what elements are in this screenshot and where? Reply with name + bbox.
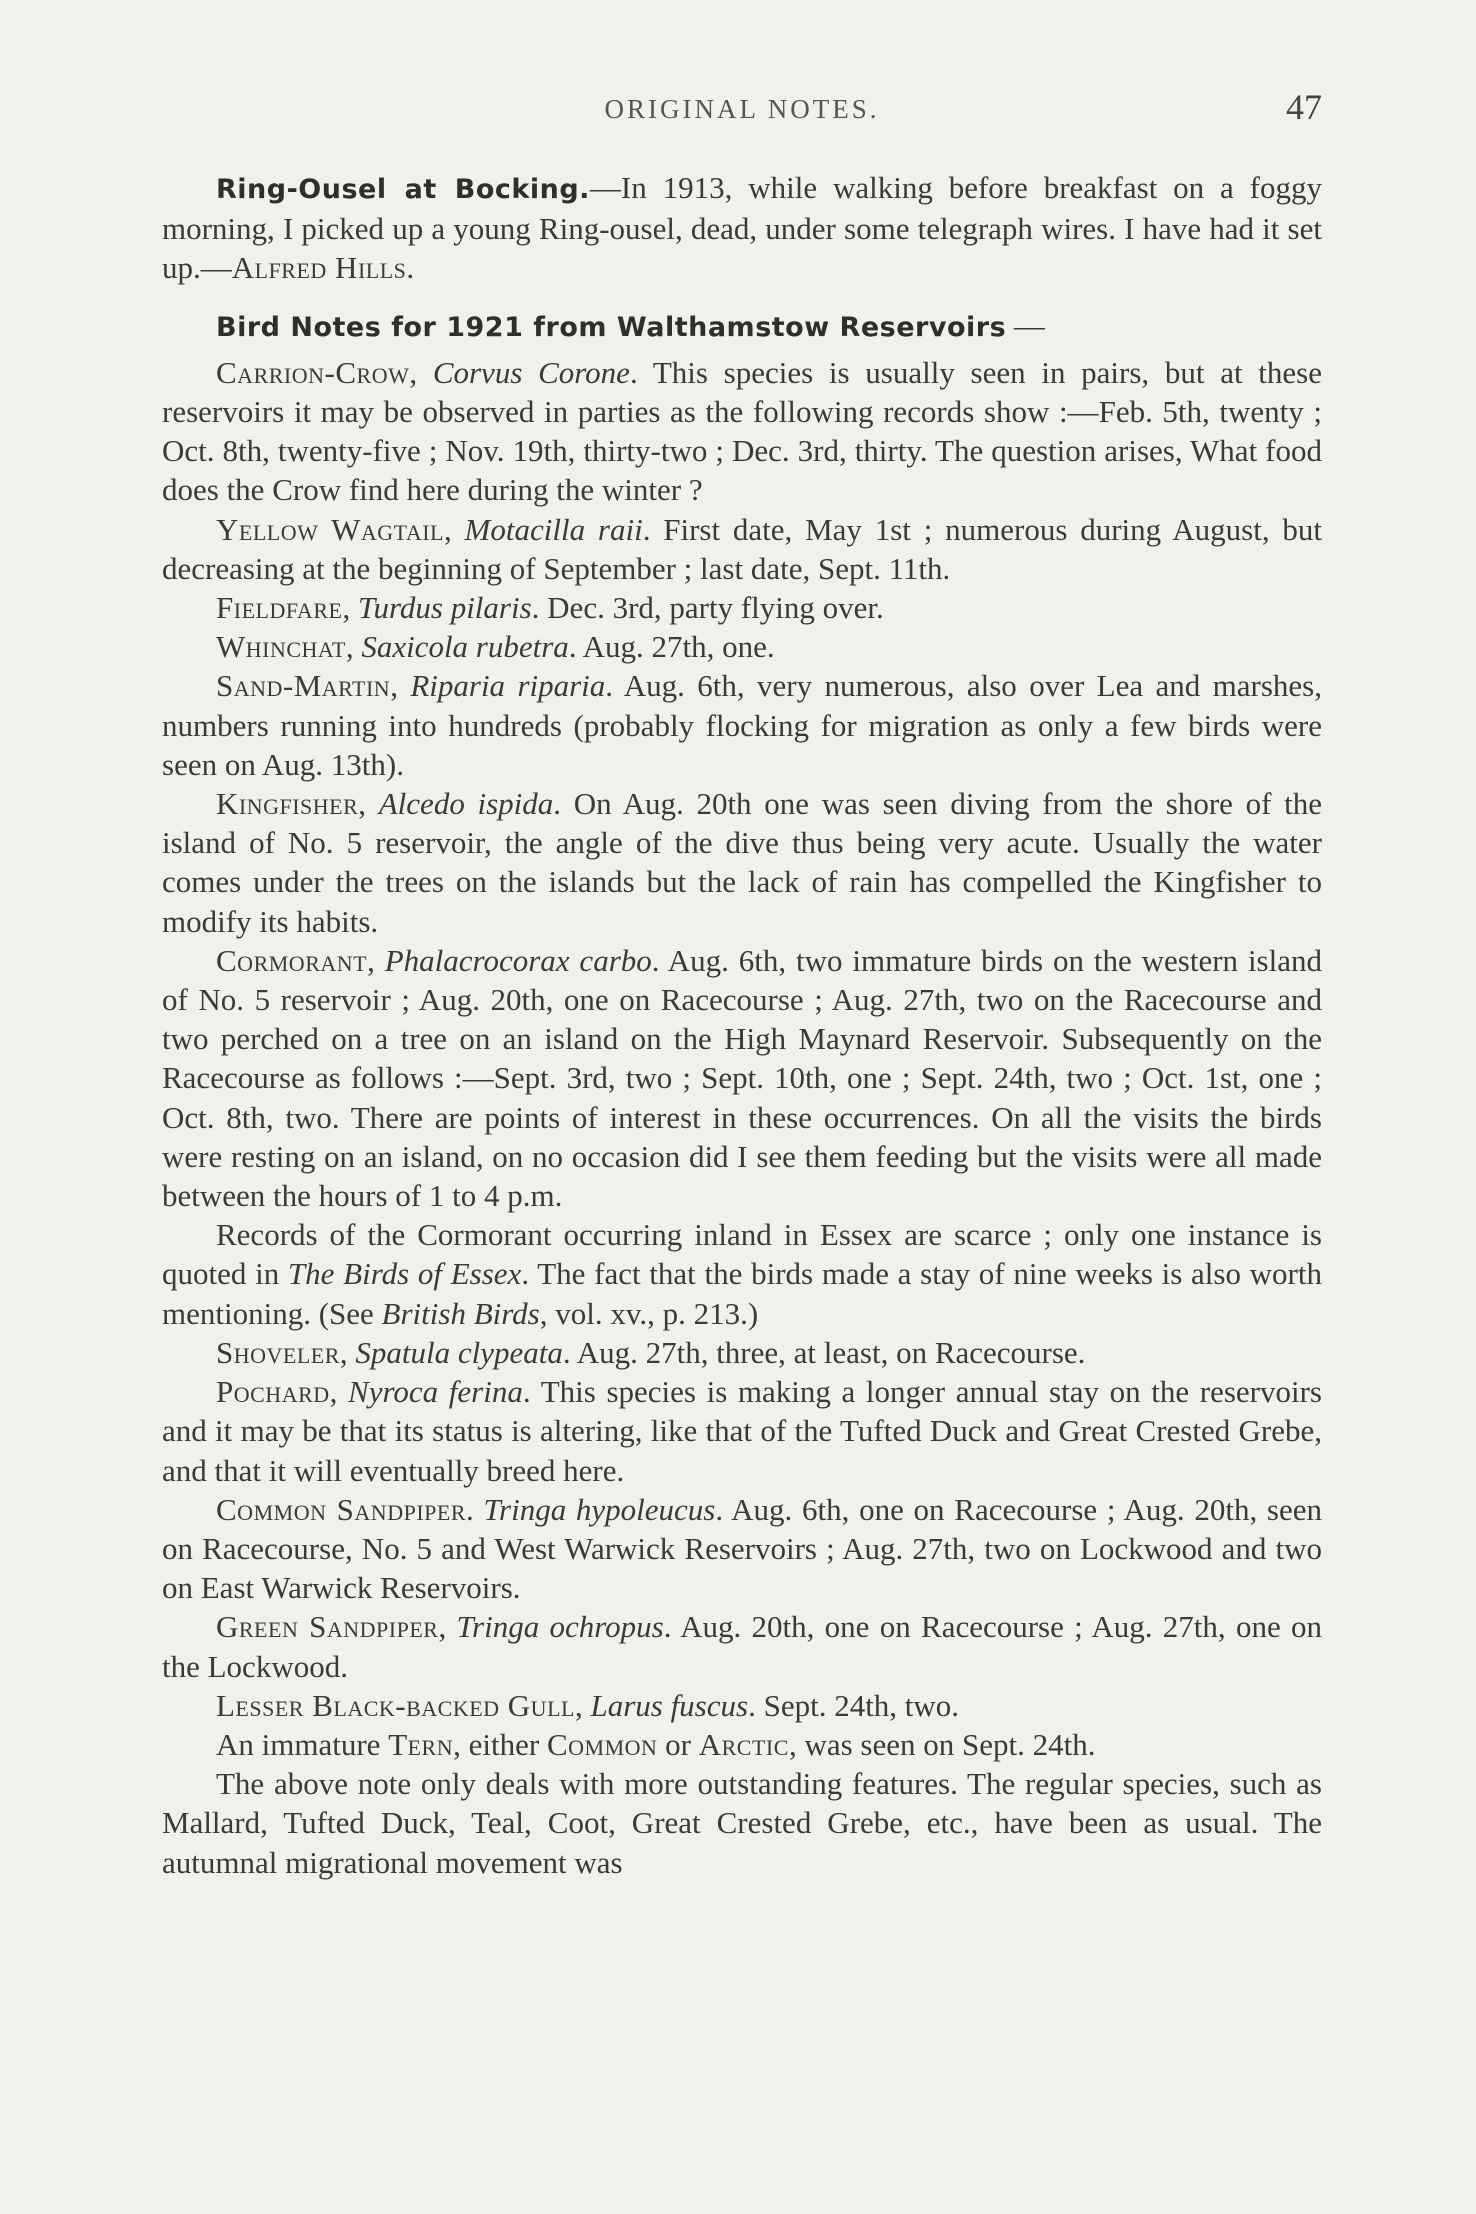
entry-text: Aug. 27th, one. (582, 629, 775, 665)
tern-common: Common (546, 1726, 658, 1762)
entry-yellow-wagtail: Yellow Wagtail, Motacilla raii. First date, May 1st ; numerous during August, but decreasing at the beginning of September ; last date, Sept. 11th. (162, 511, 1322, 586)
species-name: Common Sandpiper (216, 1491, 466, 1527)
entry-text: Aug. 20th, one on Racecourse ; Aug. 27th, one on the Lockwood. (162, 1609, 1323, 1684)
page-body (162, 168, 1322, 1882)
species-name: Shoveler (216, 1334, 340, 1370)
walthamstow-heading: Bird Notes for 1921 from Walthamstow Reservoirs (216, 311, 1007, 343)
species-name: Pochard (216, 1374, 330, 1410)
species-latin: Alcedo ispida (378, 786, 554, 822)
entry-text: Aug. 6th, two immature birds on the western island of No. 5 reservoir ; Aug. 20th, one on Racecourse ; Aug. 27th, two on the Racecourse and two perched on a tree on an island on the High Maynard Reservoir. Subsequently on the Racecourse as follows :—Sept. 3rd, two ; Sept. 10th, one ; Sept. 24th, two ; Oct. 1st, one ; Oct. 8th, two. There are points of interest in these occurrences. On all the visits the birds were resting on an island, on no occasion did I see them feeding but the visits were all made between the hours of 1 to 4 p.m. (162, 942, 1322, 1214)
page-number: 47 (1286, 87, 1322, 127)
entry-text: This species is usually seen in pairs, but at these reservoirs it may be observed in parties as the following records show :—Feb. 5th, twenty ; Oct. 8th, twenty-five ; Nov. 19th, thirty-two ; Dec. 3rd, thirty. The question arises, What food does the Crow find here during the winter ? (162, 354, 1322, 508)
entry-cormorant-records (162, 1215, 1322, 1333)
species-name: Carrion-Crow (216, 354, 410, 390)
species-name: Whinchat (216, 629, 346, 665)
records-pre: Records of the Cormorant occurring inland in Essex are scarce ; only one instance is quoted in (162, 1217, 1322, 1292)
entry-text: Aug. 6th, very numerous, also over Lea and marshes, numbers running into hundreds (probably flocking for migration as only a few birds were seen on Aug. 13th). (162, 668, 1322, 782)
species-latin: Turdus pilaris (357, 590, 532, 626)
species-name: Fieldfare (216, 590, 343, 626)
book-title: The Birds of Essex (287, 1256, 522, 1292)
entry-kingfisher: Kingfisher, Alcedo ispida. On Aug. 20th one was seen diving from the shore of the island of No. 5 reservoir, the angle of the dive thus being very acute. Usually the water comes under the trees on the islands but the lack of rain has compelled the Kingfisher to modify its habits. (162, 786, 1323, 939)
species-name: Yellow Wagtail (216, 511, 444, 547)
species-latin: Saxicola rubetra (361, 629, 569, 665)
entry-common-sandpiper: Common Sandpiper. Tringa hypoleucus. Aug. 6th, one on Racecourse ; Aug. 20th, seen on Racecourse, No. 5 and West Warwick Reservoirs ; Aug. 27th, two on Lockwood and two on East Warwick Reservoirs. (162, 1491, 1323, 1606)
species-latin: Tringa ochropus (456, 1609, 664, 1645)
species-latin: Corvus Corone (432, 354, 630, 390)
page-header (162, 86, 1322, 146)
journal-title: British Birds (381, 1295, 540, 1331)
tern-arctic: Arctic (698, 1726, 789, 1762)
tern-post: , was seen on Sept. 24th. (788, 1726, 1096, 1762)
entry-text: First date, May 1st ; numerous during August, but decreasing at the beginning of September ; last date, Sept. 11th. (162, 511, 1322, 586)
entry-green-sandpiper: Green Sandpiper, Tringa ochropus. Aug. 20th, one on Racecourse ; Aug. 27th, one on the Lockwood. (162, 1609, 1323, 1684)
species-name: Kingfisher (216, 786, 359, 822)
entry-text: Aug. 6th, one on Racecourse ; Aug. 20th, seen on Racecourse, No. 5 and West Warwick Reservoirs ; Aug. 27th, two on Lockwood and two on East Warwick Reservoirs. (162, 1491, 1323, 1606)
entry-text: Aug. 27th, three, at least, on Racecourse. (576, 1334, 1086, 1370)
tern-mid1: , either (453, 1726, 547, 1762)
species-latin: Larus fuscus (590, 1687, 749, 1723)
entry-text: This species is making a longer annual stay on the reservoirs and it may be that its status is altering, like that of the Tufted Duck and Great Crested Grebe, and that it will eventually breed here. (162, 1374, 1322, 1488)
records-mid: . The fact that the birds made a stay of nine weeks is also worth mentioning. (See (162, 1256, 1322, 1331)
entry-carrion-crow: Carrion-Crow, Corvus Corone. This species is usually seen in pairs, but at these reservoirs it may be observed in parties as the following records show :—Feb. 5th, twenty ; Oct. 8th, twenty-five ; Nov. 19th, thirty-two ; Dec. 3rd, thirty. The question arises, What food does the Crow find here during the winter ? (162, 354, 1322, 508)
walthamstow-dash: — (1006, 307, 1045, 343)
entry-tern (162, 1725, 1322, 1764)
entry-text: Sept. 24th, two. (763, 1687, 960, 1723)
closing-note (162, 1764, 1322, 1882)
species-latin: Riparia riparia (410, 668, 606, 704)
tern-mid2: or (657, 1726, 699, 1762)
entry-pochard: Pochard, Nyroca ferina. This species is making a longer annual stay on the reservoirs and it may be that its status is altering, like that of the Tufted Duck and Great Crested Grebe, and that it will eventually breed here. (162, 1374, 1322, 1488)
ring-ousel-note (162, 168, 1322, 288)
tern-pre: An immature (216, 1726, 389, 1762)
entry-cormorant: Cormorant, Phalacrocorax carbo. Aug. 6th, two immature birds on the western island of No. 5 reservoir ; Aug. 20th, one on Racecourse ; Aug. 27th, two on the Racecourse and two perched on a tree on an island on the High Maynard Reservoir. Subsequently on the Racecourse as follows :—Sept. 3rd, two ; Sept. 10th, one ; Sept. 24th, two ; Oct. 1st, one ; Oct. 8th, two. There are points of interest in these occurrences. On all the visits the birds were resting on an island, on no occasion did I see them feeding but the visits were all made between the hours of 1 to 4 p.m. (162, 942, 1322, 1214)
ring-ousel-text: —In 1913, while walking before breakfast on a foggy morning, I picked up a young Ring-ousel, dead, under some telegraph wires. I have had it set up.— (162, 170, 1322, 286)
entry-text: On Aug. 20th one was seen diving from the shore of the island of No. 5 reservoir, the angle of the dive thus being very acute. Usually the water comes under the trees on the islands but the lack of rain has compelled the Kingfisher to modify its habits. (162, 786, 1323, 939)
species-name: Lesser Black-backed Gull (216, 1687, 575, 1723)
entry-text: Dec. 3rd, party flying over. (547, 590, 884, 626)
ring-ousel-end: . (406, 250, 415, 286)
species-latin: Motacilla raii (464, 511, 643, 547)
species-latin: Phalacrocorax carbo (384, 942, 652, 978)
entry-lesser-black-backed-gull: Lesser Black-backed Gull, Larus fuscus. Sept. 24th, two. (216, 1687, 960, 1723)
species-name: Sand-Martin (216, 668, 391, 704)
ring-ousel-heading: Ring-Ousel at Bocking. (216, 174, 590, 205)
walthamstow-heading-line (162, 306, 1322, 347)
species-latin: Tringa hypoleucus (483, 1491, 716, 1527)
closing-text: The above note only deals with more outstanding features. The regular species, such as Mallard, Tufted Duck, Teal, Coot, Great Crested Grebe, etc., have been as usual. The autumnal migrational movement was (162, 1766, 1322, 1880)
tern-name: Tern (388, 1726, 454, 1762)
entry-sand-martin: Sand-Martin, Riparia riparia. Aug. 6th, very numerous, also over Lea and marshes, numbers running into hundreds (probably flocking for migration as only a few birds were seen on Aug. 13th). (162, 668, 1322, 782)
entry-shoveler: Shoveler, Spatula clypeata. Aug. 27th, three, at least, on Racecourse. (216, 1334, 1086, 1370)
species-latin: Nyroca ferina (348, 1374, 523, 1410)
entry-fieldfare: Fieldfare, Turdus pilaris. Dec. 3rd, party flying over. (216, 590, 884, 626)
running-title: ORIGINAL NOTES. (604, 94, 880, 124)
ring-ousel-author: Alfred Hills (231, 250, 407, 286)
species-name: Cormorant (216, 942, 368, 978)
species-latin: Spatula clypeata (355, 1334, 563, 1370)
species-name: Green Sandpiper (216, 1609, 439, 1645)
records-post: , vol. xv., p. 213.) (539, 1295, 759, 1331)
entry-whinchat: Whinchat, Saxicola rubetra. Aug. 27th, one. (216, 629, 775, 665)
